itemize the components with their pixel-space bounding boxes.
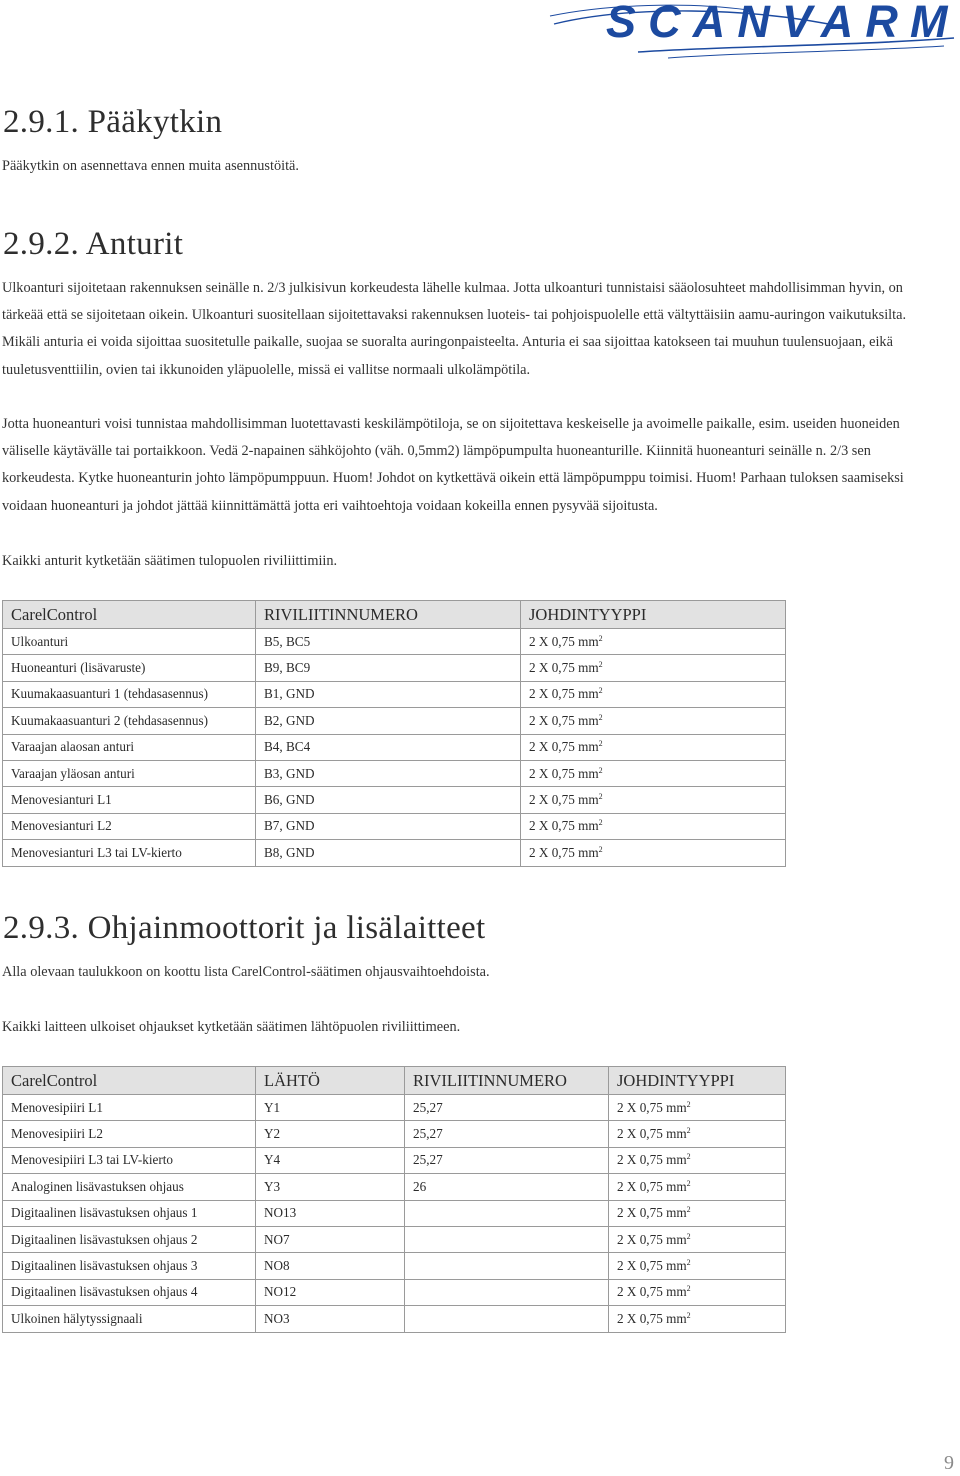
column-header: CarelControl [3, 1067, 256, 1095]
table-cell: B2, GND [256, 708, 521, 734]
table-cell: Digitaalinen lisävastuksen ohjaus 2 [3, 1226, 256, 1252]
wire-type-exponent: 2 [598, 765, 603, 775]
wire-type-text: 2 X 0,75 mm [617, 1099, 687, 1115]
table-cell [405, 1253, 609, 1279]
table-cell: Menovesipiiri L1 [3, 1095, 256, 1121]
table-row [3, 681, 786, 707]
table-cell: Ulkoanturi [3, 629, 256, 655]
table-row [3, 813, 786, 839]
wire-type-exponent: 2 [598, 739, 603, 749]
wire-type-cell [521, 734, 786, 760]
wire-type-exponent: 2 [686, 1178, 691, 1188]
table-cell: Y3 [256, 1174, 405, 1200]
wire-type-cell [521, 813, 786, 839]
table-cell: Kuumakaasuanturi 1 (tehdasasennus) [3, 681, 256, 707]
table-cell: NO12 [256, 1279, 405, 1305]
table-row [3, 1174, 786, 1200]
wire-type-cell [609, 1306, 786, 1332]
column-header: RIVILIITINNUMERO [405, 1067, 609, 1095]
wire-type-cell [521, 629, 786, 655]
table-cell: Menovesipiiri L3 tai LV-kierto [3, 1147, 256, 1173]
wire-type-text: 2 X 0,75 mm [617, 1178, 687, 1194]
output-table [2, 1066, 786, 1333]
column-header: JOHDINTYYPPI [521, 601, 786, 629]
table-cell: Digitaalinen lisävastuksen ohjaus 1 [3, 1200, 256, 1226]
wire-type-cell [521, 655, 786, 681]
wire-type-text: 2 X 0,75 mm [529, 660, 599, 676]
wire-type-exponent: 2 [686, 1205, 691, 1215]
wire-type-cell [609, 1174, 786, 1200]
table-row [3, 760, 786, 786]
wire-type-cell [521, 787, 786, 813]
page-number: 9 [944, 1452, 954, 1474]
wire-type-cell [521, 708, 786, 734]
wire-type-text: 2 X 0,75 mm [617, 1310, 687, 1326]
column-header: RIVILIITINNUMERO [256, 601, 521, 629]
wire-type-cell [609, 1279, 786, 1305]
wire-type-text: 2 X 0,75 mm [617, 1205, 687, 1221]
wire-type-text: 2 X 0,75 mm [529, 712, 599, 728]
anturit-paragraph-3: Kaikki anturit kytketään säätimen tulopuolen riviliittimiin. [2, 553, 338, 569]
heading-ohjainmoottorit: 2.9.3. Ohjainmoottorit ja lisälaitteet [3, 910, 486, 946]
wire-type-exponent: 2 [598, 633, 603, 643]
wire-type-text: 2 X 0,75 mm [617, 1258, 687, 1274]
table-row [3, 629, 786, 655]
wire-type-text: 2 X 0,75 mm [529, 818, 599, 834]
table-row [3, 655, 786, 681]
table-cell: Varaajan yläosan anturi [3, 760, 256, 786]
table-cell: Analoginen lisävastuksen ohjaus [3, 1174, 256, 1200]
wire-type-exponent: 2 [686, 1284, 691, 1294]
table-row [3, 787, 786, 813]
table-cell: Menovesianturi L2 [3, 813, 256, 839]
wire-type-cell [609, 1121, 786, 1147]
anturit-paragraph-1: Ulkoanturi sijoitetaan rakennuksen seinälle n. 2/3 julkisivun korkeudesta lähelle kulmaa. Jotta ulkoanturi tunnistaisi sääolosuhteet mahdollisimman hyvin, on tärkeää että se sijoitetaan oikein. Ulkoanturi suositellaan sijoitettavaksi rakennuksen luoteis- tai pohjoispuolelle että vältyttäisiin aamu-auringon vaikutuksilta. Mikäli anturia ei voida sijoittaa suositetulle paikalle, suojaa se suoralta auringonpaisteelta. Anturia ei saa sijoittaa katokseen tai muuhun tuulensuojaan, eikä tuuletusventtiilin, ovien tai ikkunoiden yläpuolelle, missä ei vallitse normaali ulkolämpötila. [2, 280, 907, 378]
wire-type-exponent: 2 [686, 1126, 691, 1136]
wire-type-exponent: 2 [598, 818, 603, 828]
table-cell [405, 1200, 609, 1226]
table-cell: 25,27 [405, 1147, 609, 1173]
table-cell: B9, BC9 [256, 655, 521, 681]
table-cell: Ulkoinen hälytyssignaali [3, 1306, 256, 1332]
table-cell: NO8 [256, 1253, 405, 1279]
table-header-row [3, 601, 786, 629]
wire-type-exponent: 2 [686, 1231, 691, 1241]
wire-type-exponent: 2 [598, 660, 603, 670]
table-row [3, 1306, 786, 1332]
heading-anturit: 2.9.2. Anturit [3, 226, 184, 262]
table-cell: B7, GND [256, 813, 521, 839]
table-cell: B1, GND [256, 681, 521, 707]
anturit-paragraph-2: Jotta huoneanturi voisi tunnistaa mahdollisimman luotettavasti keskilämpötiloja, se on sijoitettava keskeiselle ja avoimelle paikalle, esim. useiden huoneiden väliselle käytävälle tai portaikkoon. Vedä 2-napainen sähköjohto (väh. 0,5mm2) lämpöpumpulta huoneanturille. Kiinnitä huoneanturi seinälle n. 2/3 sen korkeudesta. Kytke huoneanturin johto lämpöpumppuun. Huom! Johdot on kytkettävä oikein että lämpöpumppu toimisi. Huom! Parhaan tuloksen saamiseksi voidaan huoneanturi ja johdot jättää kiinnittämättä jotta eri vaihtoehtoja voidaan kokeilla ennen pysyvää sijoitusta. [2, 416, 904, 514]
sensor-table [2, 600, 786, 867]
table-row [3, 840, 786, 866]
wire-type-cell [609, 1200, 786, 1226]
wire-type-cell [609, 1253, 786, 1279]
table-cell: Y2 [256, 1121, 405, 1147]
table-cell: B3, GND [256, 760, 521, 786]
table-cell [405, 1279, 609, 1305]
wire-type-text: 2 X 0,75 mm [617, 1231, 687, 1247]
wire-type-exponent: 2 [598, 844, 603, 854]
table-row [3, 734, 786, 760]
table-cell: NO13 [256, 1200, 405, 1226]
table-row [3, 1200, 786, 1226]
table-header-row [3, 1067, 786, 1095]
table-cell: Menovesianturi L3 tai LV-kierto [3, 840, 256, 866]
wire-type-text: 2 X 0,75 mm [529, 792, 599, 808]
table-cell: 26 [405, 1174, 609, 1200]
wire-type-text: 2 X 0,75 mm [529, 844, 599, 860]
wire-type-cell [609, 1147, 786, 1173]
table-cell: Huoneanturi (lisävaruste) [3, 655, 256, 681]
column-header: LÄHTÖ [256, 1067, 405, 1095]
wire-type-text: 2 X 0,75 mm [529, 686, 599, 702]
table-cell: Digitaalinen lisävastuksen ohjaus 4 [3, 1279, 256, 1305]
table-row [3, 1147, 786, 1173]
table-cell: Digitaalinen lisävastuksen ohjaus 3 [3, 1253, 256, 1279]
table-row [3, 1226, 786, 1252]
table-cell: Kuumakaasuanturi 2 (tehdasasennus) [3, 708, 256, 734]
wire-type-cell [609, 1226, 786, 1252]
wire-type-text: 2 X 0,75 mm [529, 739, 599, 755]
ohjaus-paragraph-2: Kaikki laitteen ulkoiset ohjaukset kytketään säätimen lähtöpuolen riviliittimeen. [2, 1019, 461, 1035]
wire-type-exponent: 2 [598, 712, 603, 722]
ohjaus-paragraph-1: Alla olevaan taulukkoon on koottu lista CarelControl-säätimen ohjausvaihtoehdoista. [2, 964, 490, 980]
table-cell: NO3 [256, 1306, 405, 1332]
wire-type-text: 2 X 0,75 mm [617, 1284, 687, 1300]
wire-type-exponent: 2 [598, 792, 603, 802]
table-row [3, 1095, 786, 1121]
table-row [3, 708, 786, 734]
wire-type-exponent: 2 [686, 1152, 691, 1162]
wire-type-cell [521, 681, 786, 707]
wire-type-cell [609, 1095, 786, 1121]
column-header: JOHDINTYYPPI [609, 1067, 786, 1095]
column-header: CarelControl [3, 601, 256, 629]
wire-type-exponent: 2 [686, 1258, 691, 1268]
table-cell: B6, GND [256, 787, 521, 813]
wire-type-text: 2 X 0,75 mm [617, 1152, 687, 1168]
wire-type-text: 2 X 0,75 mm [617, 1126, 687, 1142]
table-cell: B8, GND [256, 840, 521, 866]
wire-type-exponent: 2 [598, 686, 603, 696]
logo-text: SCANVARM [606, 0, 946, 47]
heading-paakytkin: 2.9.1. Pääkytkin [3, 104, 223, 140]
wire-type-text: 2 X 0,75 mm [529, 765, 599, 781]
table-cell: Varaajan alaosan anturi [3, 734, 256, 760]
table-cell: Y1 [256, 1095, 405, 1121]
table-cell: Menovesipiiri L2 [3, 1121, 256, 1147]
wire-type-text: 2 X 0,75 mm [529, 633, 599, 649]
wire-type-exponent: 2 [686, 1099, 691, 1109]
table-row [3, 1121, 786, 1147]
table-cell: Y4 [256, 1147, 405, 1173]
table-cell: NO7 [256, 1226, 405, 1252]
wire-type-cell [521, 760, 786, 786]
table-cell: Menovesianturi L1 [3, 787, 256, 813]
table-cell: 25,27 [405, 1121, 609, 1147]
scanvarm-logo [548, 0, 958, 66]
wire-type-cell [521, 840, 786, 866]
table-cell [405, 1226, 609, 1252]
table-row [3, 1279, 786, 1305]
table-cell: B5, BC5 [256, 629, 521, 655]
table-cell: 25,27 [405, 1095, 609, 1121]
table-cell: B4, BC4 [256, 734, 521, 760]
table-cell [405, 1306, 609, 1332]
paakytkin-text: Pääkytkin on asennettava ennen muita asennustöitä. [2, 158, 299, 174]
table-row [3, 1253, 786, 1279]
wire-type-exponent: 2 [686, 1310, 691, 1320]
